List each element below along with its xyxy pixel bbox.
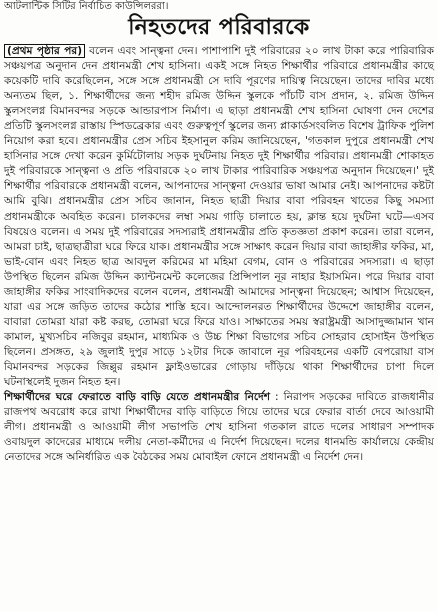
paragraph-2-text: : নিরাপদ সড়কের দাবিতে রাজধানীর রাজপথ অবরোধ করে রাখা শিক্ষার্থীদের বাড়ি বাড়িতে গিয়ে তাদের ঘরে ফেরার বার্তা দেবে আওয়ামী লীগ। প্রধানমন্ত্রী ও আওয়ামী লীগ সভাপতি শেখ হাসিনা গতকাল রাতে দলের সাধারণ সম্পাদক ওবায়দুল কাদেরের মাধ্যমে দলীয় নেতা-কর্মীদের এ নির্দেশ দিয়েছেন। দলের ধানমন্ডি কার্যালয়ে কেন্দ্রীয় নেতাদের সঙ্গে অনির্ধারিত এক বৈঠকের সময় মোবাইল ফোনে প্রধানমন্ত্রী এ নির্দেশ দেন। (4, 391, 435, 464)
article-body-paragraph-2 (4, 390, 434, 465)
article-headline: নিহতদের পরিবারকে (128, 15, 310, 40)
continued-from-front-page-label: (প্রথম পৃষ্ঠার পর) (4, 44, 85, 58)
section-subhead: শিক্ষার্থীদের ঘরে ফেরাতে বাড়ি বাড়ি যেতে প্রধানমন্ত্রীর নির্দেশ (4, 391, 271, 404)
previous-article-tail: আটলান্টিক সিটির নির্বাচিত কাউন্সিলররা। (4, 1, 169, 12)
article-body-paragraph-1 (4, 44, 434, 390)
paragraph-1-text: বলেন এবং সান্ত্বনা দেন। পাশাপাশি দুই পরিবারের ২০ লাখ টাকা করে পারিবারিক সঞ্চয়পত্র অনুদান দেন প্রধানমন্ত্রী শেখ হাসিনা। একই সঙ্গে নিহত শিক্ষার্থীর পরিবারে প্রধানমন্ত্রীর কাছে কয়েকটি দাবি করেছিলেন, সঙ্গে সঙ্গে প্রধানমন্ত্রী সে দাবি পূরণের দায়িত্ব নিয়েছেন। তাদের দাবির মধ্যে অন্যতম ছিল, ১. শিক্ষার্থীদের জন্য শহীদ রমিজ উদ্দিন স্কুলকে পাঁচটি বাস প্রদান, ২. রমিজ উদ্দিন স্কুলসংলগ্ন বিমানবন্দর সড়কে আন্ডারপাস নির্মাণ। এ ছাড়া প্রধানমন্ত্রী শেখ হাসিনা ঘোষণা দেন দেশের প্রতিটি স্কুলসংলগ্ন রাস্তায় স্পিডব্রেকার এবং গুরুত্বপূর্ণ স্কুলের জন্য প্লাকার্ডসংবলিত বিশেষ ট্রাফিক পুলিশ নিয়োগ করা হবে। প্রধানমন্ত্রীর প্রেস সচিব ইহসানুল করিম জানিয়েছেন, 'গতকাল দুপুরে প্রধানমন্ত্রী শেখ হাসিনার সঙ্গে দেখা করেন কুর্মিটোলায় সড়ক দুর্ঘটনায় নিহত দুই শিক্ষার্থীর পরিবার। প্রধানমন্ত্রী শোকাহত দুই পরিবারকে সান্ত্বনা ও প্রতি পরিবারকে ২০ লাখ টাকার পারিবারিক সঞ্চয়পত্র অনুদান দিয়েছেন।' দুই শিক্ষার্থীর পরিবারকে প্রধানমন্ত্রী বলেন, আপনাদের সান্ত্বনা দেওয়ার ভাষা আমার নেই। আপনাদের কষ্টটা আমি বুঝি। প্রধানমন্ত্রীর প্রেস সচিব জানান, নিহত ছাত্রী দিয়ার বাবা পরিবহন খাতের কিছু সমস্যা প্রধানমন্ত্রীকে অবহিত করেন। চালকদের লম্বা সময় গাড়ি চালাতে হয়, ক্লান্ত হয়ে দুর্ঘটনা ঘটে—এসব বিষয়েও বলেন। এ সময় দুই পরিবারের সদস্যরাই প্রধানমন্ত্রীর প্রতি কৃতজ্ঞতা প্রকাশ করেন। তারা বলেন, আমরা চাই, ছাত্রছাত্রীরা ঘরে ফিরে যাক। প্রধানমন্ত্রীর সঙ্গে সাক্ষাৎ করেন দিয়ার বাবা জাহাঙ্গীর ফকির, মা, ভাই-বোন এবং নিহত ছাত্র আবদুল করিমের মা মহিমা বেগম, বোন ও পরিবারের সদস্যরা। এ ছাড়া উপস্থিত ছিলেন রমিজ উদ্দিন ক্যান্টনমেন্ট কলেজের প্রিন্সিপাল নূর নাহার ইয়াসমিন। পরে দিয়ার বাবা জাহাঙ্গীর ফকির সাংবাদিকদের বলেন বলেন, প্রধানমন্ত্রী আমাদের সান্ত্বনা দিয়েছেন; আশ্বাস দিয়েছেন, যারা এর সঙ্গে জড়িত তাদের কঠোর শাস্তি হবে। আন্দোলনরত শিক্ষার্থীদের উদ্দেশে জাহাঙ্গীর বলেন, বাবারা তোমরা যারা কষ্ট করছ, তোমরা ঘরে ফিরে যাও। সাক্ষাতের সময় স্বরাষ্ট্রমন্ত্রী আসাদুজ্জামান খান কামাল, মুখ্যসচিব নজিবুর রহমান, মাধ্যমিক ও উচ্চ শিক্ষা বিভাগের সচিব সোহরাব হোসাইন উপস্থিত ছিলেন। প্রসঙ্গত, ২৯ জুলাই দুপুর সাড়ে ১২টার দিকে জাবালে নূর পরিবহনের একটি বেপরোয়া বাস বিমানবন্দর সড়কের জিল্লুর রহমান ফ্লাইওভারের গোড়ায় দাঁড়িয়ে থাকা শিক্ষার্থীদের চাপা দিলে ঘটনাস্থলেই দুজন নিহত হন। (4, 45, 434, 389)
